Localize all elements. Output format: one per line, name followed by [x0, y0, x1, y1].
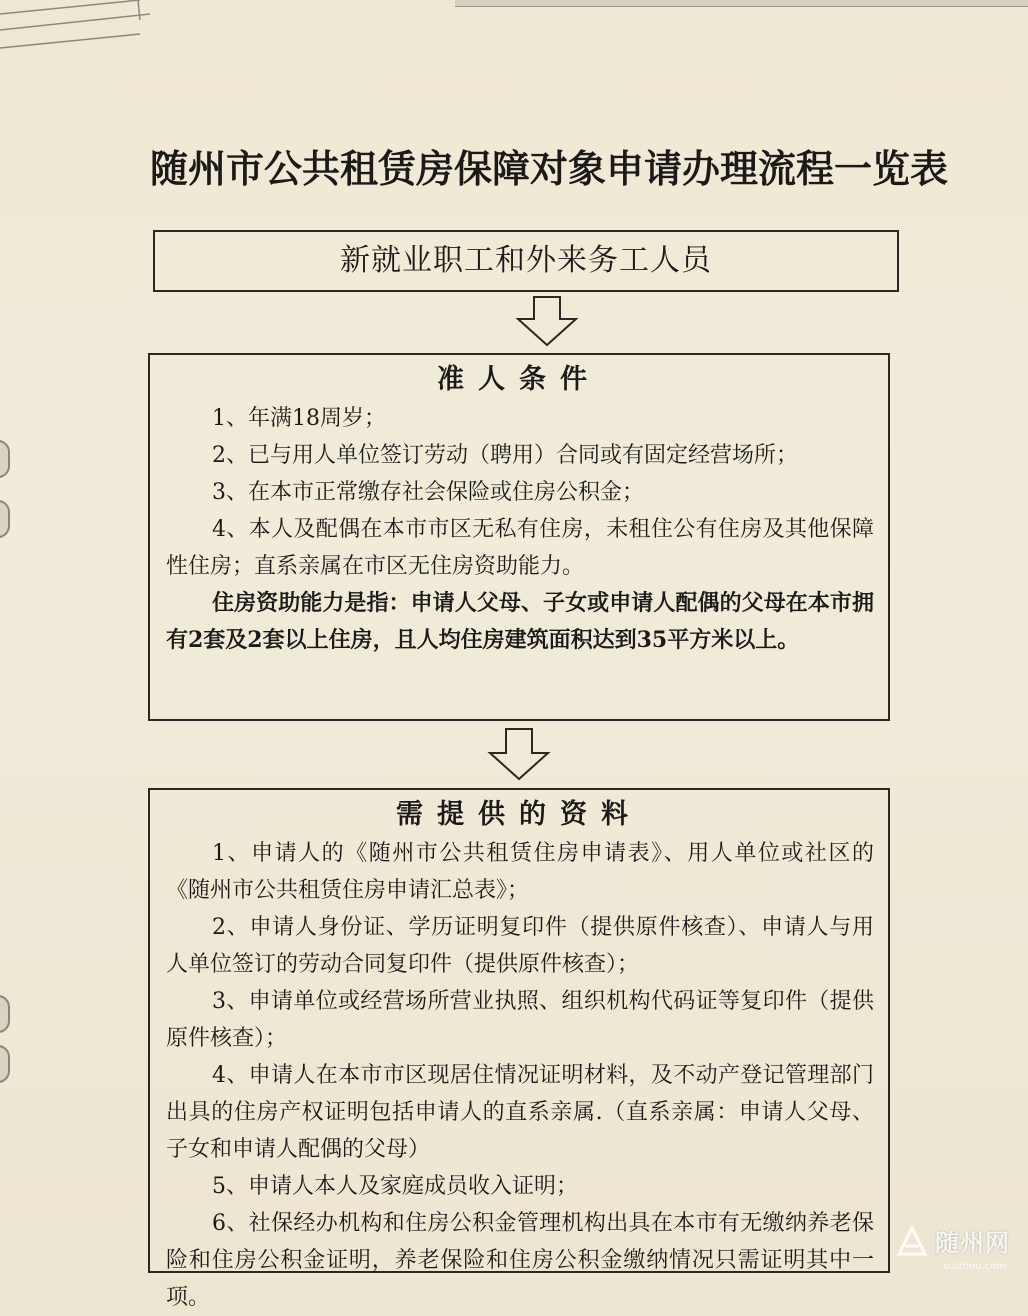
- binder-ring: [0, 440, 10, 478]
- required-documents-box: [148, 788, 890, 1310]
- binder-ring: [0, 500, 10, 538]
- watermark-subtext: suizhou.com: [943, 1261, 1006, 1272]
- document-item: 3、申请单位或经营场所营业执照、组织机构代码证等复印件（提供原件核查）；: [166, 989, 874, 1051]
- document-item: 4、申请人在本市市区现居住情况证明材料，及不动产登记管理部门出具的住房产权证明包括申请人的直系亲属.（直系亲属：申请人父母、子女和申请人配偶的父母）: [166, 1063, 874, 1162]
- site-watermark: [895, 1223, 1010, 1258]
- eligibility-note: 住房资助能力是指：申请人父母、子女或申请人配偶的父母在本市拥有2套及2套以上住房，且人均住房建筑面积达到35平方米以上。: [166, 590, 874, 653]
- document-item: 5、申请人本人及家庭成员收入证明；: [212, 1174, 578, 1199]
- document-item: 6、社保经办机构和住房公积金管理机构出具在本市有无缴纳养老保险和住房公积金证明，养老保险和住房公积金缴纳情况只需证明其中一项。: [166, 1211, 874, 1310]
- required-documents-list: [150, 835, 888, 1316]
- document-title: 随州市公共租赁房保障对象申请办理流程一览表: [150, 146, 949, 191]
- eligibility-heading: 准人条件: [437, 364, 601, 395]
- eligibility-item: 2、已与用人单位签订劳动（聘用）合同或有固定经营场所；: [212, 443, 798, 468]
- down-arrow-icon: [514, 295, 580, 347]
- top-paper-edge: [455, 0, 1028, 7]
- watermark-text: 随州网: [935, 1229, 1010, 1257]
- down-arrow-icon: [486, 727, 552, 781]
- eligibility-item: 3、在本市正常缴存社会保险或住房公积金；: [212, 480, 644, 505]
- eligibility-box: [148, 353, 890, 721]
- binder-ring: [0, 995, 10, 1033]
- corner-lines-decoration: [0, 0, 180, 60]
- eligibility-item: 1、年满18周岁；: [212, 406, 386, 431]
- binder-ring: [0, 1045, 10, 1083]
- document-item: 2、申请人身份证、学历证明复印件（提供原件核查）、申请人与用人单位签订的劳动合同复印件（提供原件核查）；: [166, 915, 874, 977]
- eligibility-item: 4、本人及配偶在本市市区无私有住房，未租住公有住房及其他保障性住房；直系亲属在市区无住房资助能力。: [166, 517, 874, 579]
- watermark-logo-icon: [895, 1224, 929, 1258]
- document-item: 1、申请人的《随州市公共租赁住房申请表》、用人单位或社区的《随州市公共租赁住房申请汇总表》；: [166, 841, 874, 903]
- required-documents-heading: 需提供的资料: [396, 799, 642, 830]
- applicant-group-box: 新就业职工和外来务工人员: [153, 230, 899, 292]
- eligibility-list: [150, 400, 888, 659]
